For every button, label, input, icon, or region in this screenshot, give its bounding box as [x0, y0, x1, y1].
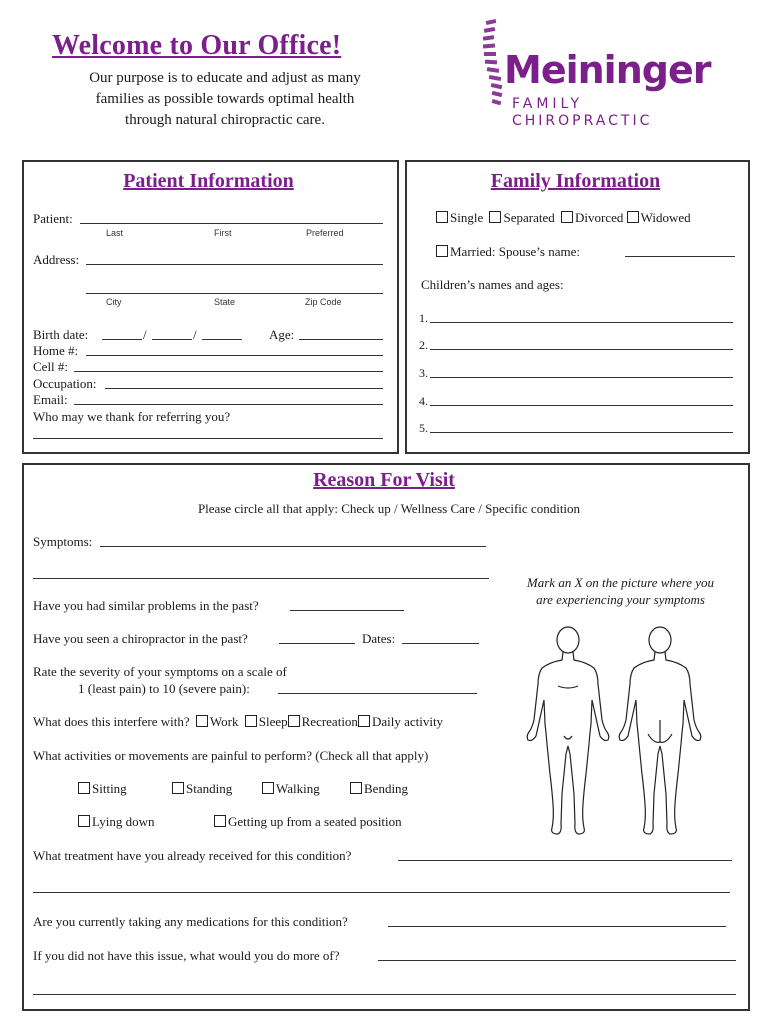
work-label: Work: [209, 714, 239, 729]
referral-field[interactable]: [33, 438, 383, 439]
age-label: Age:: [269, 327, 295, 342]
patient-name-field[interactable]: [80, 223, 383, 224]
occupation-label: Occupation:: [33, 376, 97, 391]
intro-line: through natural chiropractic care.: [125, 112, 325, 128]
activity-option: [78, 781, 127, 797]
getting-up-label: Getting up from a seated position: [228, 814, 402, 829]
divorced-label: Divorced: [575, 210, 624, 225]
symptoms-line2-field[interactable]: [33, 578, 489, 579]
severity-line-2: 1 (least pain) to 10 (severe pain):: [78, 681, 250, 696]
activity-option: [214, 814, 402, 830]
intro-line: families as possible towards optimal health: [95, 91, 355, 107]
married-row: [436, 244, 580, 260]
work-checkbox[interactable]: [196, 715, 208, 727]
bending-label: Bending: [364, 781, 409, 796]
recreation-checkbox[interactable]: [288, 715, 300, 727]
sitting-checkbox[interactable]: [78, 782, 90, 794]
address-label: Address:: [33, 252, 80, 267]
instruction-line: Mark an X on the picture where you: [526, 575, 715, 590]
city-caption: City: [106, 297, 122, 307]
child-4-field[interactable]: [430, 405, 733, 406]
intro-line: Our purpose is to educate and adjust as many: [89, 70, 361, 86]
painful-activities-label: What activities or movements are painful to perform? (Check all that apply): [33, 748, 429, 763]
lying-down-checkbox[interactable]: [78, 815, 90, 827]
treatment-field[interactable]: [398, 860, 732, 861]
birth-year-field[interactable]: [202, 339, 242, 340]
birth-date-label: Birth date:: [33, 327, 89, 342]
similar-problems-field[interactable]: [290, 610, 404, 611]
similar-problems-label: Have you had similar problems in the past?: [33, 598, 259, 613]
intro-text: [40, 68, 410, 131]
daily-activity-checkbox[interactable]: [358, 715, 370, 727]
patient-info-title: Patient Information: [123, 170, 294, 192]
instruction-line: are experiencing your symptoms: [536, 592, 705, 607]
standing-checkbox[interactable]: [172, 782, 184, 794]
logo-chiropractic: CHIROPRACTIC: [512, 113, 653, 129]
date-slash: /: [193, 327, 197, 342]
birth-month-field[interactable]: [102, 339, 142, 340]
severity-field[interactable]: [278, 693, 477, 694]
visit-type-prompt: Please circle all that apply: Check up / Wellness Care / Specific condition: [197, 501, 581, 516]
interfere-label: What does this interfere with?: [33, 714, 190, 729]
recreation-label: Recreation: [301, 714, 358, 729]
treatment-label: What treatment have you already received for this condition?: [33, 848, 352, 863]
child-number: 3.: [419, 366, 428, 380]
patient-label: Patient:: [33, 211, 73, 226]
home-phone-label: Home #:: [33, 343, 79, 358]
occupation-field[interactable]: [105, 388, 383, 389]
date-slash: /: [143, 327, 147, 342]
state-caption: State: [214, 297, 236, 307]
lying-down-label: Lying down: [92, 814, 155, 829]
cell-phone-field[interactable]: [74, 371, 383, 372]
home-phone-field[interactable]: [86, 355, 383, 356]
email-field[interactable]: [74, 404, 383, 405]
child-number: 1.: [419, 311, 428, 325]
cell-phone-label: Cell #:: [33, 359, 69, 374]
last-name-caption: Last: [106, 228, 124, 238]
bending-checkbox[interactable]: [350, 782, 362, 794]
daily-activity-label: Daily activity: [371, 714, 444, 729]
spouse-name-field[interactable]: [625, 256, 735, 257]
logo-name: Meininger: [504, 48, 711, 92]
body-diagram-instructions: [498, 574, 743, 608]
preferred-name-caption: Preferred: [306, 228, 344, 238]
birth-day-field[interactable]: [152, 339, 192, 340]
symptoms-field[interactable]: [100, 546, 486, 547]
page-title: Welcome to Our Office!: [52, 30, 342, 61]
medications-label: Are you currently taking any medications for this condition?: [33, 914, 348, 929]
activity-option: [262, 781, 320, 797]
activity-option: [78, 814, 154, 830]
issue-line2-field[interactable]: [33, 994, 736, 995]
family-info-section: [405, 160, 750, 454]
single-checkbox[interactable]: [436, 211, 448, 223]
family-info-title: Family Information: [490, 170, 661, 192]
widowed-label: Widowed: [640, 210, 691, 225]
activity-option: [350, 781, 408, 797]
child-number: 5.: [419, 421, 428, 435]
child-5-field[interactable]: [430, 432, 733, 433]
married-label: Married: Spouse’s name:: [450, 244, 580, 259]
separated-label: Separated: [503, 210, 555, 225]
interfere-row: [33, 714, 443, 730]
child-1-field[interactable]: [430, 322, 733, 323]
married-checkbox[interactable]: [436, 245, 448, 257]
activity-option: [172, 781, 232, 797]
dates-field[interactable]: [402, 643, 479, 644]
first-name-caption: First: [214, 228, 232, 238]
sleep-label: Sleep: [258, 714, 288, 729]
medications-field[interactable]: [388, 926, 726, 927]
email-label: Email:: [33, 392, 68, 407]
age-field[interactable]: [299, 339, 383, 340]
referral-label: Who may we thank for referring you?: [33, 409, 231, 424]
child-number: 2.: [419, 338, 428, 352]
chiropractor-past-field[interactable]: [279, 643, 355, 644]
body-back-diagram[interactable]: [612, 624, 712, 846]
address-field[interactable]: [86, 264, 383, 265]
address-line2-field[interactable]: [86, 293, 383, 294]
single-label: Single: [450, 210, 484, 225]
getting-up-checkbox[interactable]: [214, 815, 226, 827]
widowed-checkbox[interactable]: [627, 211, 639, 223]
chiropractor-past-label: Have you seen a chiropractor in the past?: [33, 631, 248, 646]
dates-label: Dates:: [362, 631, 396, 646]
standing-label: Standing: [186, 781, 233, 796]
body-front-diagram[interactable]: [520, 624, 620, 846]
child-number: 4.: [419, 394, 428, 408]
children-label: Children’s names and ages:: [421, 277, 564, 292]
marital-status-options: [436, 210, 691, 226]
issue-field[interactable]: [378, 960, 736, 961]
reason-for-visit-title: Reason For Visit: [313, 469, 455, 491]
walking-checkbox[interactable]: [262, 782, 274, 794]
sitting-label: Sitting: [92, 781, 127, 796]
walking-label: Walking: [276, 781, 320, 796]
severity-line-1: Rate the severity of your symptoms on a scale of: [33, 664, 287, 679]
zip-caption: Zip Code: [305, 297, 342, 307]
divorced-checkbox[interactable]: [561, 211, 573, 223]
treatment-line2-field[interactable]: [33, 892, 730, 893]
logo-family: FAMILY: [512, 96, 584, 112]
symptoms-label: Symptoms:: [33, 534, 93, 549]
issue-label: If you did not have this issue, what would you do more of?: [33, 948, 340, 963]
child-2-field[interactable]: [430, 349, 733, 350]
sleep-checkbox[interactable]: [245, 715, 257, 727]
child-3-field[interactable]: [430, 377, 733, 378]
separated-checkbox[interactable]: [489, 211, 501, 223]
meininger-logo: [480, 12, 711, 132]
